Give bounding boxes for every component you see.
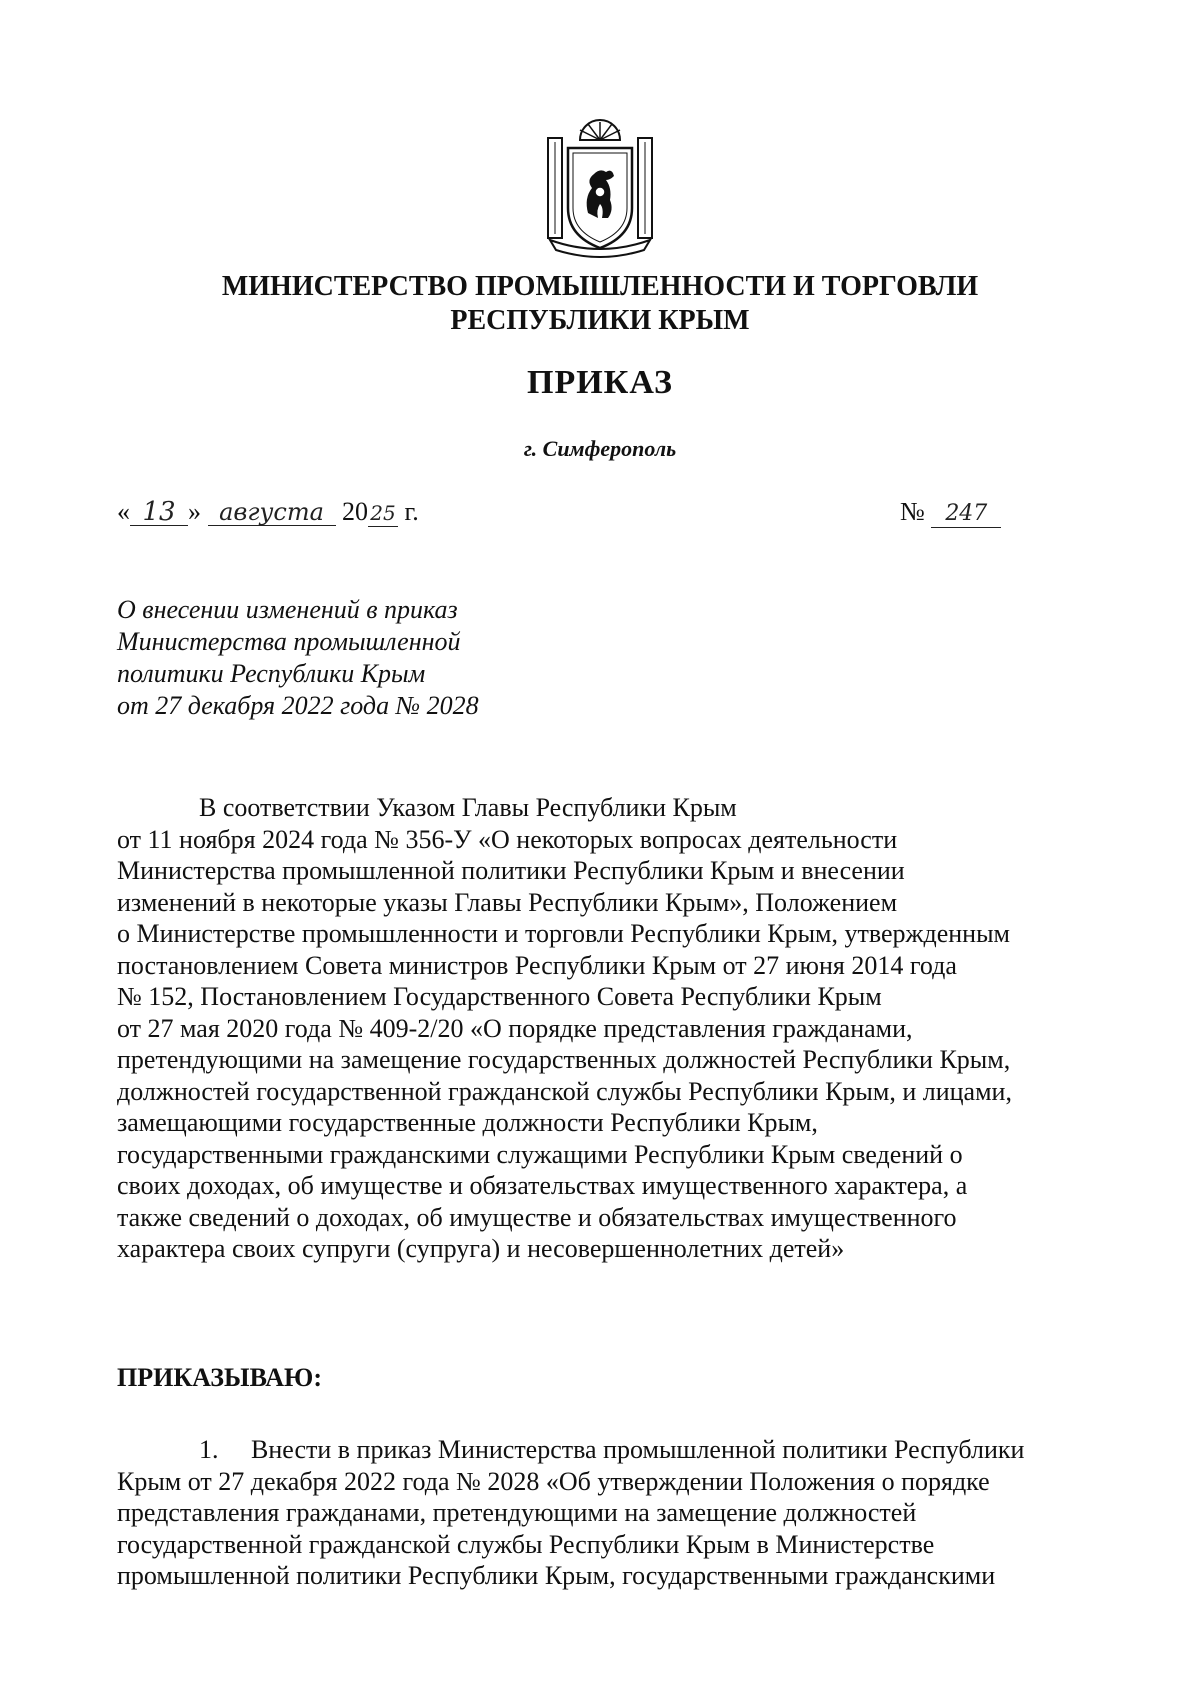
preamble-line: Министерства промышленной политики Республики Крым и внесении (117, 856, 905, 885)
preamble-line: изменений в некоторые указы Главы Республики Крым», Положением (117, 887, 898, 917)
subject-line: О внесении изменений в приказ (117, 595, 458, 624)
date-year-prefix: 20 (342, 497, 368, 526)
order-date (117, 497, 419, 527)
preamble-line: государственными гражданскими служащими Республики Крым сведений о (117, 1139, 963, 1169)
item-number: 1. (199, 1435, 219, 1464)
document-title: ПРИКАЗ (527, 364, 673, 401)
date-year-suffix: 25 (368, 500, 398, 527)
order-number-value: 247 (931, 501, 1001, 528)
date-open-quote: « (117, 497, 130, 526)
preamble-line: постановлением Совета министров Республики Крым от 27 июня 2014 года (117, 950, 957, 980)
date-close-quote: » (188, 497, 201, 526)
preamble-line: своих доходах, об имуществе и обязательствах имущественного характера, а (117, 1171, 968, 1200)
preamble-line: замещающими государственные должности Республики Крым, (117, 1108, 818, 1137)
preamble-line: № 152, Постановлением Государственного Совета Республики Крым (117, 982, 882, 1011)
order-number (900, 497, 1001, 528)
subject-line: политики Республики Крым (117, 659, 426, 688)
issue-city: г. Симферополь (523, 436, 677, 461)
date-month: августа (208, 499, 336, 526)
number-sign: № (900, 497, 925, 526)
subject-line: от 27 декабря 2022 года № 2028 (117, 691, 479, 720)
preamble-line: В соответствии Указом Главы Республики Крым (199, 793, 737, 822)
preamble-line: также сведений о доходах, об имуществе и обязательствах имущественного (117, 1202, 957, 1232)
preamble-line: о Министерстве промышленности и торговли Республики Крым, утвержденным (117, 919, 1011, 948)
item-line-text: Внести в приказ Министерства промышленной политики Республики (251, 1435, 1025, 1464)
subject-line: Министерства промышленной (117, 627, 461, 656)
preamble-line: характера своих супруги (супруга) и несовершеннолетних детей» (117, 1234, 845, 1263)
order-item-1 (117, 1434, 1112, 1592)
crimea-coat-of-arms-icon (540, 118, 660, 258)
ministry-name-line1: МИНИСТЕРСТВО ПРОМЫШЛЕННОСТИ И ТОРГОВЛИ (221, 271, 979, 302)
preamble-line: от 27 мая 2020 года № 409-2/20 «О порядке представления гражданами, (117, 1013, 913, 1043)
preamble-paragraph (117, 792, 1112, 1265)
preamble-line: должностей государственной гражданской службы Республики Крым, и лицами, (117, 1076, 1012, 1106)
date-day: 13 (130, 499, 188, 526)
date-year-unit: г. (404, 497, 419, 526)
ministry-name-line2: РЕСПУБЛИКИ КРЫМ (450, 305, 750, 336)
item-line (117, 1434, 1112, 1466)
preamble-line: от 11 ноября 2024 года № 356-У «О некоторых вопросах деятельности (117, 824, 898, 854)
order-subject (117, 594, 479, 722)
preamble-line: претендующими на замещение государственных должностей Республики Крым, (117, 1045, 1011, 1074)
order-directive-heading: ПРИКАЗЫВАЮ: (117, 1363, 322, 1392)
item-line: представления гражданами, претендующими на замещение должностей (117, 1498, 917, 1527)
item-line: государственной гражданской службы Республики Крым в Министерстве (117, 1529, 935, 1559)
item-line: Крым от 27 декабря 2022 года № 2028 «Об утверждении Положения о порядке (117, 1466, 990, 1496)
item-line: промышленной политики Республики Крым, государственными гражданскими (117, 1561, 996, 1590)
